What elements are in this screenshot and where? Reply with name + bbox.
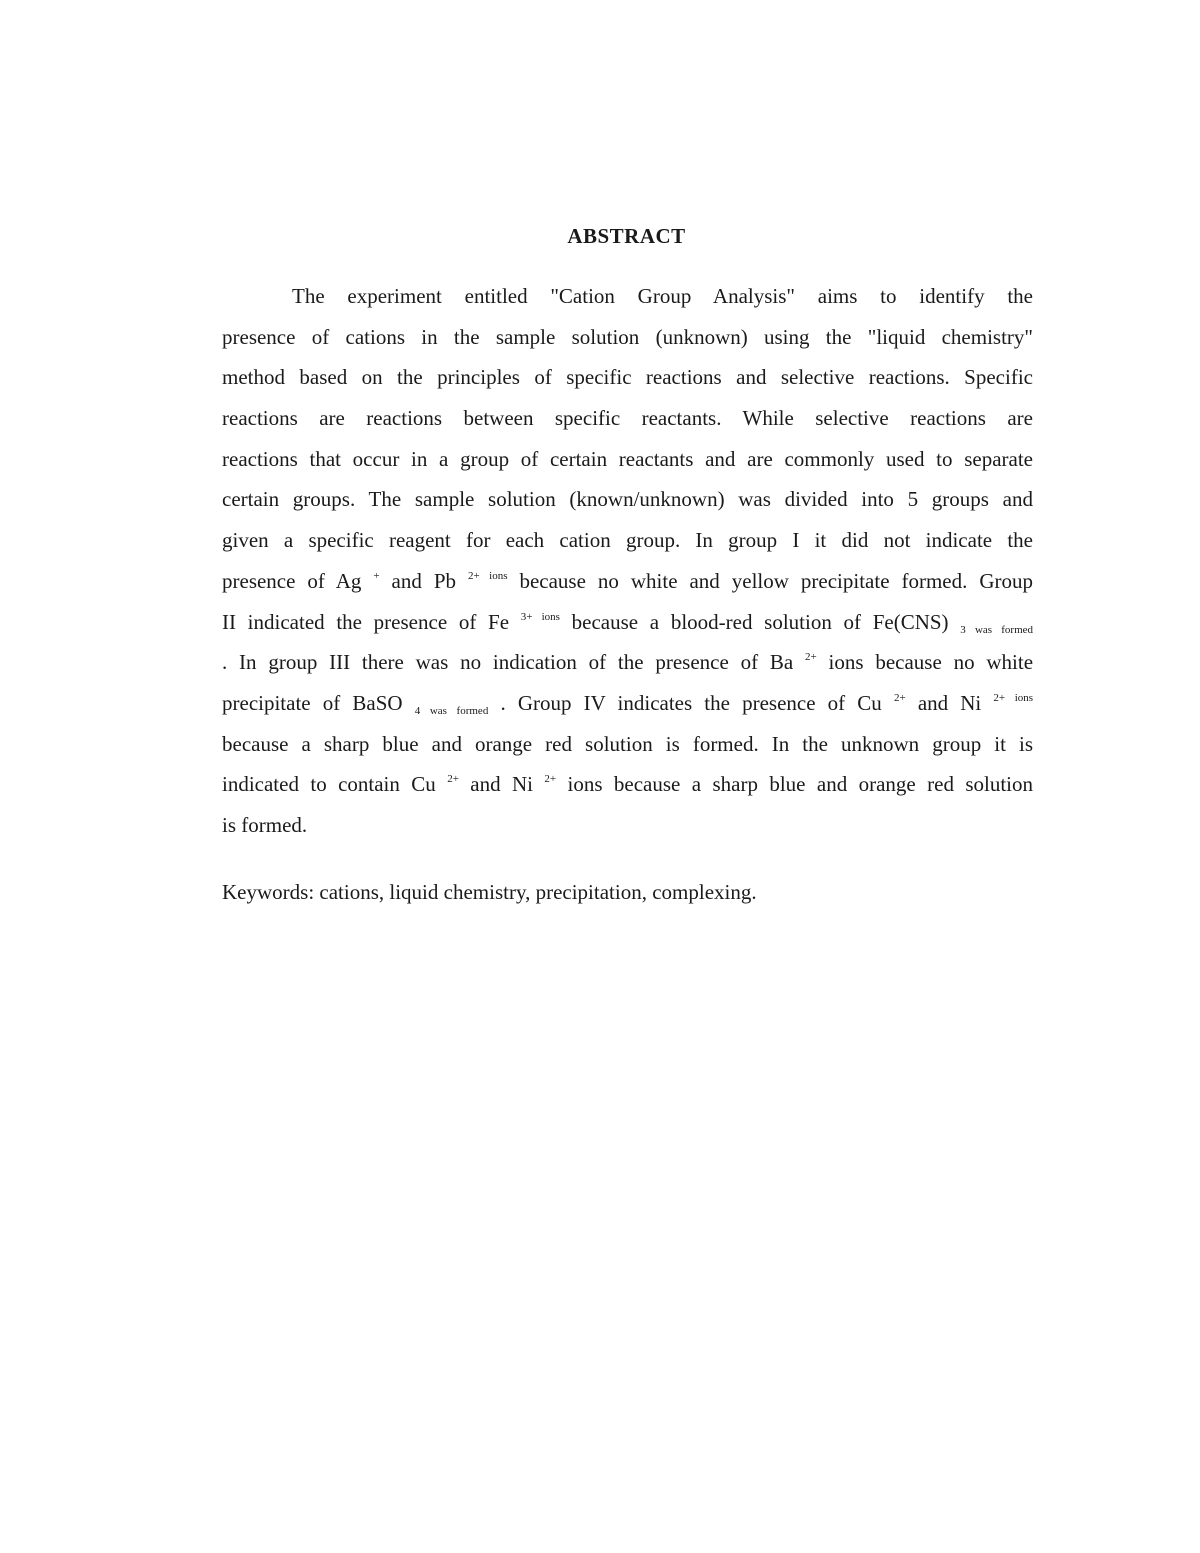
line-text: because a blood-red solution of Fe(CNS) (571, 609, 949, 634)
line-text: . In group III there was no indication of the presence of Ba (222, 650, 794, 675)
abstract-line: reactions that occur in a group of certain reactants and are commonly used to separate (222, 446, 1033, 471)
abstract-line (222, 768, 1033, 809)
abstract-line (222, 687, 1033, 728)
abstract-line (222, 606, 1033, 647)
line-text: . Group IV indicates the presence of Cu (500, 690, 882, 715)
superscript: + (373, 569, 380, 582)
keywords-line: Keywords: cations, liquid chemistry, precipitation, complexing. (222, 880, 757, 904)
line-text: and Ni (470, 772, 534, 797)
subscript: 3 was formed (960, 623, 1034, 636)
abstract-line: certain groups. The sample solution (known/unknown) was divided into 5 groups and (222, 487, 1033, 512)
abstract-line: The experiment entitled "Cation Group Analysis" aims to identify the (292, 284, 1033, 308)
abstract-line: is formed. (222, 812, 308, 837)
line-text: II indicated the presence of Fe (222, 609, 510, 634)
abstract-body (222, 280, 1033, 850)
line-text: precipitate of BaSO (222, 690, 403, 715)
abstract-line: given a specific reagent for each cation group. In group I it did not indicate the (222, 528, 1033, 553)
line-text: ions because a sharp blue and orange red solution (567, 772, 1034, 797)
line-text: because no white and yellow precipitate formed. Group (519, 568, 1033, 593)
line-text: presence of Ag (222, 568, 362, 593)
line-text: and Pb (391, 568, 457, 593)
subscript: 4 was formed (414, 704, 489, 717)
abstract-line: presence of cations in the sample solution (unknown) using the "liquid chemistry" (222, 324, 1033, 349)
line-text: indicated to contain Cu (222, 772, 436, 797)
abstract-title: ABSTRACT (567, 224, 686, 248)
superscript: 2+ ions (467, 569, 508, 582)
abstract-line: method based on the principles of specific reactions and selective reactions. Specific (222, 365, 1033, 390)
superscript: 2+ (447, 773, 459, 786)
abstract-line: because a sharp blue and orange red solution is formed. In the unknown group it is (222, 731, 1033, 756)
abstract-line (222, 565, 1033, 606)
superscript: 2+ ions (993, 691, 1034, 704)
abstract-line: reactions are reactions between specific reactants. While selective reactions are (222, 406, 1033, 431)
abstract-line (222, 646, 1033, 687)
superscript: 2+ (544, 773, 557, 786)
line-text: and Ni (917, 690, 982, 715)
superscript: 3+ ions (520, 610, 560, 623)
superscript: 2+ (805, 651, 817, 664)
superscript: 2+ (893, 691, 906, 704)
line-text: ions because no white (828, 650, 1034, 675)
